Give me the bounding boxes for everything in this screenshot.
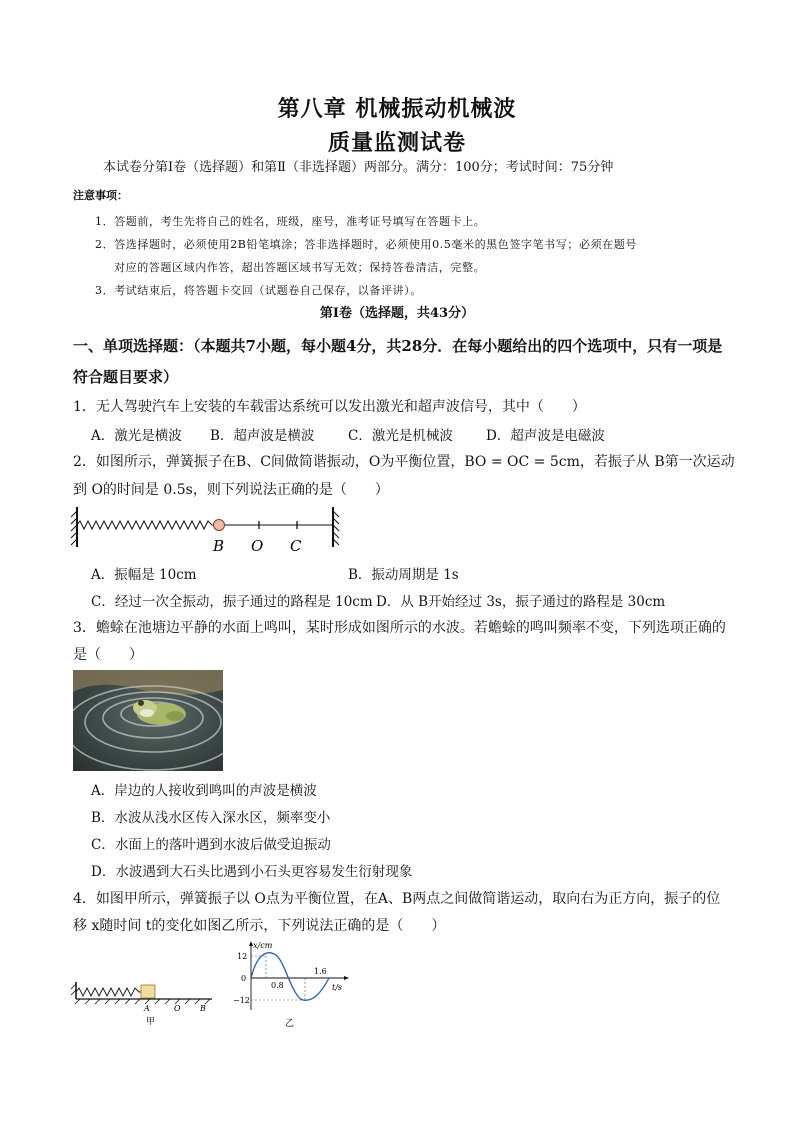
q4-tick-y-12: 12	[237, 952, 248, 961]
section-heading: 第Ⅰ卷（选择题，共43分）	[319, 306, 475, 321]
q4-label-a: A	[144, 1004, 150, 1013]
q4-graph-yi	[225, 938, 365, 1030]
q3-option-c: C．水面上的落叶遇到水波后做受迫振动	[91, 837, 331, 853]
q3-option-a: A．岸边的人接收到鸣叫的声波是横波	[91, 783, 317, 799]
q2-label-o: O	[251, 537, 264, 555]
q2-option-d: D．从 B开始经过 3s，振子通过的路程是 30cm	[376, 594, 666, 610]
q4-figure-jia	[70, 980, 220, 1028]
q3-stem-line2: 是（ ）	[73, 647, 143, 663]
q1-option-b: B．超声波是横波	[210, 428, 315, 444]
toad-photo	[73, 670, 223, 771]
q3-option-b: B．水波从浅水区传入深水区，频率变小	[91, 810, 331, 826]
note-3: 3．考试结束后，将答题卡交回（试题卷自己保存，以备评讲）。	[95, 284, 422, 297]
note-2: 2．答选择题时，必须使用2B铅笔填涂；答非选择题时，必须使用0.5毫米的黑色签字笔书写；必须在题号	[95, 238, 637, 251]
q4-caption-yi: 乙	[285, 1019, 295, 1029]
part-heading: 一、单项选择题：（本题共7小题，每小题4分，共28分．在每小题给出的四个选项中，只有一项是符合题目要求）	[73, 337, 723, 386]
q4-tick-y-neg12: −12	[233, 996, 250, 1005]
q2-option-c: C．经过一次全振动，振子通过的路程是 10cm	[91, 594, 373, 610]
page-title: 第八章 机械振动机械波	[277, 97, 517, 122]
q1-stem: 1．无人驾驶汽车上安装的车载雷达系统可以发出激光和超声波信号，其中（ ）	[73, 399, 586, 415]
q3-stem-line1: 3．蟾蜍在池塘边平静的水面上鸣叫，某时形成如图所示的水波。若蟾蜍的鸣叫频率不变，下列选项正确的	[73, 620, 726, 636]
note-1: 1．答题前，考生先将自己的姓名，班级，座号，准考证号填写在答题卡上。	[95, 215, 486, 228]
q2-spring-figure	[70, 505, 345, 555]
q4-caption-jia: 甲	[146, 1017, 156, 1027]
q2-option-b: B．振动周期是 1s	[348, 567, 459, 583]
q1-option-c: C．激光是机械波	[348, 428, 453, 444]
q4-axis-y-label: x/cm	[253, 941, 273, 950]
page-subtitle: 质量监测试卷	[327, 131, 466, 156]
exam-intro: 本试卷分第Ⅰ卷（选择题）和第Ⅱ（非选择题）两部分。满分：100分；考试时间：75分钟	[103, 160, 614, 175]
q4-axis-x-label: t/s	[332, 983, 343, 992]
q4-tick-x-08: 0.8	[271, 981, 284, 990]
q4-tick-y-0: 0	[241, 974, 247, 983]
q4-tick-x-16: 1.6	[314, 967, 327, 976]
q4-stem-line2: 移 x随时间 t的变化如图乙所示，下列说法正确的是（ ）	[73, 918, 446, 934]
q4-stem-line1: 4．如图甲所示，弹簧振子以 O点为平衡位置，在A、B两点之间做简谐运动，取向右为正方向，振子的位	[73, 891, 721, 907]
q2-label-c: C	[290, 537, 302, 555]
q2-option-a: A．振幅是 10cm	[91, 567, 197, 583]
q4-label-o: O	[174, 1004, 181, 1013]
q4-label-b: B	[200, 1004, 206, 1013]
q2-stem-line2: 到 O的时间是 0.5s，则下列说法正确的是（ ）	[73, 482, 389, 498]
q1-option-a: A．激光是横波	[91, 428, 182, 444]
q2-stem-line1: 2．如图所示，弹簧振子在B、C间做简谐振动，O为平衡位置，BO = OC = 5cm，若振子从 B第一次运动	[73, 454, 735, 470]
note-2-continued: 对应的答题区域内作答，超出答题区域书写无效；保持答卷清洁，完整。	[114, 261, 486, 274]
q2-label-b: B	[213, 537, 225, 555]
notes-heading: 注意事项：	[73, 189, 128, 202]
q1-option-d: D．超声波是电磁波	[486, 428, 605, 444]
q3-option-d: D．水波遇到大石头比遇到小石头更容易发生衍射现象	[91, 864, 413, 880]
